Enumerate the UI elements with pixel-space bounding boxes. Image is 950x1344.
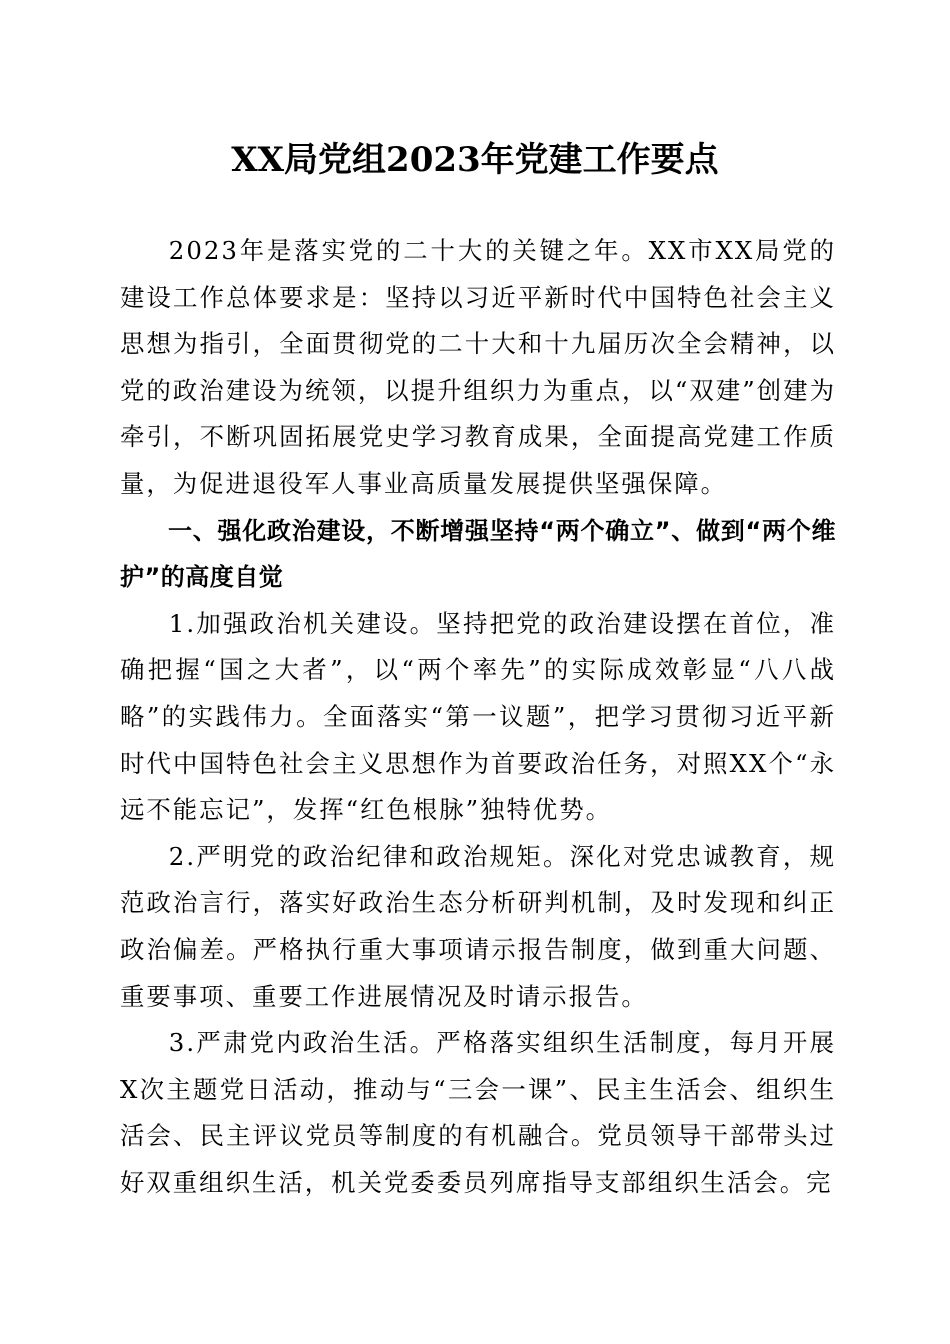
section-heading-1: 一、强化政治建设，不断增强坚持“两个确立”、做到“两个维护”的高度自觉 (120, 516, 836, 592)
document-title: XX局党组2023年党建工作要点 (231, 140, 719, 180)
document-body (120, 228, 836, 1206)
item-paragraph-2: 2.严明党的政治纪律和政治规矩。深化对党忠诚教育，规范政治言行，落实好政治生态分析研判机制，及时发现和纠正政治偏差。严格执行重大事项请示报告制度，做到重大问题、重要事项、重要工作进展情况及时请示报告。 (120, 841, 836, 1011)
intro-paragraph: 2023年是落实党的二十大的关键之年。XX市XX局党的建设工作总体要求是：坚持以习近平新时代中国特色社会主义思想为指引，全面贯彻党的二十大和十九届历次全会精神，以党的政治建设为统领，以提升组织力为重点，以“双建”创建为牵引，不断巩固拓展党史学习教育成果，全面提高党建工作质量，为促进退役军人事业高质量发展提供坚强保障。 (120, 236, 836, 498)
item-paragraph-1: 1.加强政治机关建设。坚持把党的政治建设摆在首位，准确把握“国之大者”，以“两个率先”的实际成效彰显“八八战略”的实践伟力。全面落实“第一议题”，把学习贯彻习近平新时代中国特色社会主义思想作为首要政治任务，对照XX个“永远不能忘记”，发挥“红色根脉”独特优势。 (120, 608, 836, 825)
item-paragraph-3: 3.严肃党内政治生活。严格落实组织生活制度，每月开展X次主题党日活动，推动与“三会一课”、民主生活会、组织生活会、民主评议党员等制度的有机融合。党员领导干部带头过好双重组织生活，机关党委委员列席指导支部组织生活会。完 (120, 1028, 836, 1197)
